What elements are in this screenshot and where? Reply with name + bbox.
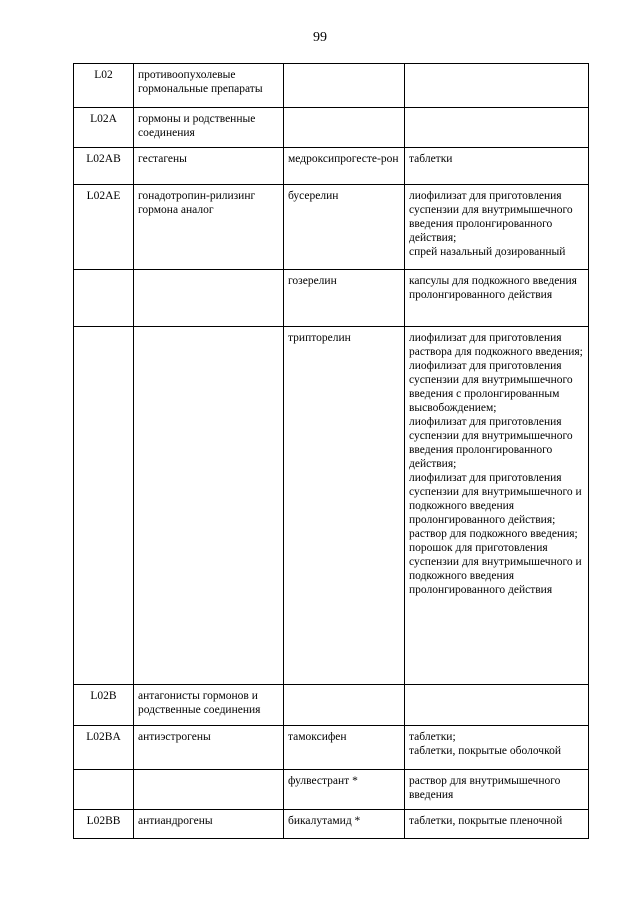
- dosage-form-item: таблетки, покрытые оболочкой: [409, 745, 561, 757]
- atc-code-cell: L02BB: [74, 810, 134, 839]
- atc-code-cell: L02: [74, 64, 134, 108]
- table-row: [74, 327, 589, 685]
- atc-code-cell: [74, 327, 134, 685]
- atc-group-cell: [134, 270, 284, 327]
- drug-name-cell: фулвестрант *: [284, 770, 405, 810]
- dosage-form-item: спрей назальный дозированный: [409, 246, 566, 258]
- table-row: [74, 770, 589, 810]
- table-body: [74, 64, 589, 839]
- drug-name-cell: [284, 108, 405, 148]
- atc-code-cell: L02A: [74, 108, 134, 148]
- atc-code-cell: L02AE: [74, 185, 134, 270]
- dosage-form-cell: [405, 685, 589, 726]
- table-row: [74, 685, 589, 726]
- table-row: [74, 726, 589, 770]
- atc-code-cell: L02B: [74, 685, 134, 726]
- dosage-form-cell: [405, 270, 589, 327]
- dosage-form-item: раствор для внутримышечного введения: [409, 775, 561, 801]
- table-row: [74, 148, 589, 185]
- table-row: [74, 64, 589, 108]
- drug-name-cell: бусерелин: [284, 185, 405, 270]
- dosage-form-item: таблетки;: [409, 731, 456, 743]
- drug-name-cell: медроксипрогесте-рон: [284, 148, 405, 185]
- dosage-form-cell: [405, 770, 589, 810]
- dosage-form-cell: [405, 810, 589, 839]
- dosage-form-item: порошок для приготовления суспензии для внутримышечного и подкожного введения пролонгированного действия: [409, 542, 582, 596]
- drug-name-cell: бикалутамид *: [284, 810, 405, 839]
- drug-name-cell: [284, 685, 405, 726]
- atc-group-cell: антагонисты гормонов и родственные соединения: [134, 685, 284, 726]
- atc-group-cell: [134, 327, 284, 685]
- dosage-form-cell: [405, 327, 589, 685]
- dosage-form-cell: [405, 108, 589, 148]
- table-row: [74, 185, 589, 270]
- dosage-form-cell: [405, 726, 589, 770]
- drug-name-cell: [284, 64, 405, 108]
- table-row: [74, 810, 589, 839]
- dosage-form-item: лиофилизат для приготовления суспензии для внутримышечного введения пролонгированного действия;: [409, 416, 573, 470]
- dosage-form-cell: [405, 185, 589, 270]
- drug-name-cell: тамоксифен: [284, 726, 405, 770]
- dosage-form-item: лиофилизат для приготовления раствора для подкожного введения;: [409, 332, 583, 358]
- dosage-form-item: лиофилизат для приготовления суспензии для внутримышечного введения с пролонгированным высвобождением;: [409, 360, 573, 414]
- drug-name-cell: трипторелин: [284, 327, 405, 685]
- page-number: 99: [313, 30, 327, 45]
- drug-table: [73, 63, 589, 839]
- dosage-form-item: таблетки: [409, 153, 453, 165]
- dosage-form-item: раствор для подкожного введения;: [409, 528, 578, 540]
- dosage-form-cell: [405, 64, 589, 108]
- dosage-form-item: лиофилизат для приготовления суспензии для внутримышечного введения пролонгированного действия;: [409, 190, 573, 244]
- dosage-form-cell: [405, 148, 589, 185]
- drug-name-cell: гозерелин: [284, 270, 405, 327]
- dosage-form-item: капсулы для подкожного введения пролонгированного действия: [409, 275, 577, 301]
- atc-group-cell: гестагены: [134, 148, 284, 185]
- atc-code-cell: [74, 270, 134, 327]
- atc-group-cell: гонадотропин-рилизинг гормона аналог: [134, 185, 284, 270]
- atc-group-cell: антиандрогены: [134, 810, 284, 839]
- table-row: [74, 270, 589, 327]
- atc-group-cell: гормоны и родственные соединения: [134, 108, 284, 148]
- atc-group-cell: [134, 770, 284, 810]
- table-row: [74, 108, 589, 148]
- atc-code-cell: L02BA: [74, 726, 134, 770]
- dosage-form-item: таблетки, покрытые пленочной: [409, 815, 563, 827]
- atc-code-cell: [74, 770, 134, 810]
- dosage-form-item: лиофилизат для приготовления суспензии для внутримышечного и подкожного введения пролонгированного действия;: [409, 472, 582, 526]
- atc-code-cell: L02AB: [74, 148, 134, 185]
- atc-group-cell: противоопухолевые гормональные препараты: [134, 64, 284, 108]
- atc-group-cell: антиэстрогены: [134, 726, 284, 770]
